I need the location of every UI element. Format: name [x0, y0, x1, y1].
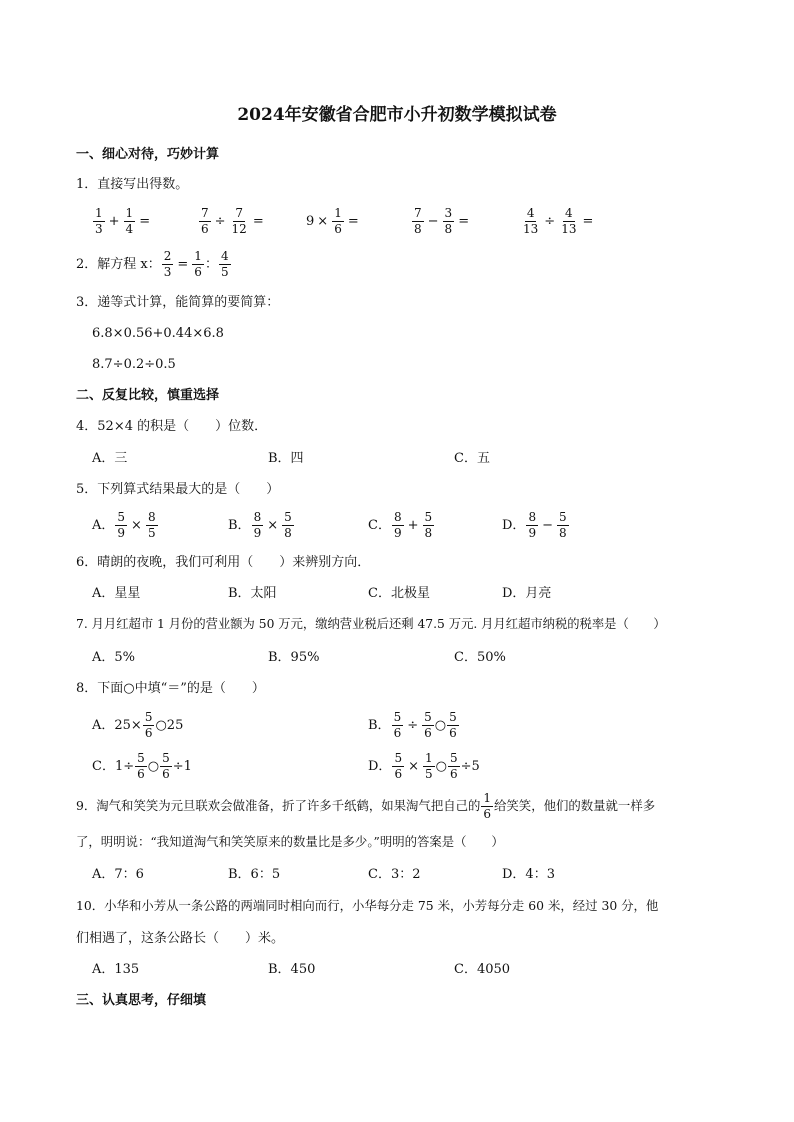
- question-9-line-2: 了，明明说：“我知道淘气和笑笑原来的数量比是多少。”明明的答案是（ ）: [76, 834, 504, 849]
- section-heading-2: 二、反复比较，慎重选择: [76, 388, 220, 403]
- question-7: 7. 月月红超市 1 月份的营业额为 50 万元，缴纳营业税后还剩 47.5 万元. 月月红超市纳税的税率是（ ）: [76, 617, 666, 631]
- q5-option-d: D． $\frac{8}{9}$ − $\frac{5}{8}$: [502, 510, 567, 540]
- q7-option-b: B．95%: [268, 650, 320, 665]
- q10-option-b: B．450: [268, 962, 316, 977]
- q6-option-b: B．太阳: [228, 586, 277, 601]
- q4-option-b: B．四: [268, 451, 304, 466]
- q1-expr-4: $\frac{7}{8}$ − $\frac{3}{8}$ =: [414, 206, 470, 236]
- q8-option-c: C．1÷ $\frac{5}{6}$ ○ $\frac{5}{6}$ ÷1: [92, 751, 192, 781]
- q1-expr-1: $\frac{1}{3}$ + $\frac{1}{4}$ =: [95, 206, 151, 236]
- q10-option-c: C．4050: [454, 962, 511, 977]
- q6-option-c: C．北极星: [368, 586, 430, 601]
- question-3: 3．递等式计算，能简算的要简算：: [76, 295, 280, 310]
- q9-option-c: C．3：2: [368, 867, 421, 882]
- q7-option-c: C．50%: [454, 650, 506, 665]
- page-title: 2024年安徽省合肥市小升初数学模拟试卷: [237, 105, 557, 125]
- q8-option-b: B． $\frac{5}{6}$ ÷ $\frac{5}{6}$ ○ $\frac{5}{6}$: [368, 710, 457, 740]
- question-8: 8．下面○中填“＝”的是（ ）: [76, 681, 265, 696]
- q3-line-1: 6.8×0.56+0.44×6.8: [92, 326, 224, 341]
- q6-option-d: D．月亮: [502, 586, 552, 601]
- section-heading-1: 一、细心对待，巧妙计算: [76, 147, 220, 162]
- q1-expr-3: 9 × $\frac{1}{6}$ =: [306, 206, 359, 236]
- question-1: 1．直接写出得数。: [76, 177, 189, 192]
- q9-option-b: B．6：5: [228, 867, 281, 882]
- q1-expr-5: $\frac{4}{13}$ ÷ $\frac{4}{13}$ =: [523, 206, 594, 236]
- question-9-line-1: 9．淘气和笑笑为元旦联欢会做准备，折了许多千纸鹤，如果淘气把自己的 $\frac{1}{6}$ 给笑笑，他们的数量就一样多: [76, 791, 656, 821]
- q9-option-a: A．7：6: [92, 867, 144, 882]
- q5-option-b: B． $\frac{8}{9}$ × $\frac{5}{8}$: [228, 510, 292, 540]
- question-4: 4．52×4 的积是（ ）位数．: [76, 419, 268, 434]
- q4-option-c: C．五: [454, 451, 490, 466]
- q1-expr-2: $\frac{7}{6}$ ÷ $\frac{7}{12}$ =: [201, 206, 264, 236]
- q8-option-a: A．25× $\frac{5}{6}$ ○25: [92, 710, 184, 740]
- q7-option-a: A．5%: [92, 650, 136, 665]
- q8-option-d: D． $\frac{5}{6}$ × $\frac{1}{5}$ ○ $\frac{5}{6}$ ÷5: [368, 751, 480, 781]
- q10-option-a: A．135: [92, 962, 140, 977]
- question-10-line-1: 10．小华和小芳从一条公路的两端同时相向而行，小华每分走 75 米，小芳每分走 60 米，经过 30 分，他: [76, 898, 659, 913]
- question-5: 5．下列算式结果最大的是（ ）: [76, 482, 280, 497]
- question-2: 2．解方程 x： $\frac{2}{3}$ = $\frac{1}{6}$ ： $\frac{4}{5}$: [76, 249, 229, 279]
- q9-option-d: D．4：3: [502, 867, 555, 882]
- question-10-line-2: 们相遇了，这条公路长（ ）米。: [76, 931, 285, 946]
- q4-option-a: A．三: [92, 451, 128, 466]
- section-heading-3: 三、认真思考，仔细填: [76, 993, 207, 1008]
- q6-option-a: A．星星: [92, 586, 141, 601]
- q5-option-c: C． $\frac{8}{9}$ + $\frac{5}{8}$: [368, 510, 433, 540]
- q5-option-a: A． $\frac{5}{9}$ × $\frac{8}{5}$: [92, 510, 156, 540]
- question-6: 6．晴朗的夜晚，我们可利用（ ）来辨别方向．: [76, 555, 371, 570]
- q3-line-2: 8.7÷0.2÷0.5: [92, 357, 176, 372]
